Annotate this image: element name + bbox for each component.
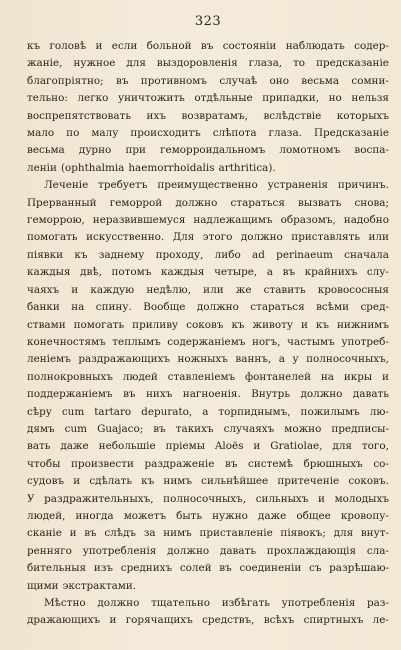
text-line: У раздражительныхъ, полносочныхъ, сильныхъ и молодыхъ xyxy=(27,492,389,505)
text-line: піявки къ заднему проходу, либо ad perinaeum сначала xyxy=(27,248,389,261)
text-line: бительныя изъ среднихъ солей въ соединеніи съ разрѣшаю- xyxy=(27,562,389,575)
text-line: воспрепятствовать ихъ возвратамъ, вслѣдствіе которыхъ xyxy=(27,109,389,122)
text-line: щими экстрактами. xyxy=(27,579,137,592)
text-line: полнокровныхъ людей ставленіемъ фонтанелей на икры и xyxy=(27,370,389,383)
text-line: жаніе, нужное для выздоровленія глаза, то предсказаніе xyxy=(27,57,389,70)
text-line: банки на спину. Вообще должно стараться всѣми сред- xyxy=(27,301,389,314)
text-line: судовъ и сдѣлать къ нимъ сильнѣйшее притеченіе соковъ. xyxy=(27,475,389,488)
text-line: мало по малу происходитъ слѣпота глаза. Предсказаніе xyxy=(27,127,389,140)
text-line: Леченіе требуетъ преимущественно устраненія причинъ. xyxy=(44,179,389,192)
text-line: геморрою, неразвившемуся надлежащимъ образомъ, надобно xyxy=(27,214,389,227)
text-line: леніемъ раздражающихъ ножныхъ ваннъ, а у полносочныхъ, xyxy=(27,353,389,366)
text-line: поддержаніемъ въ нихъ нагноенія. Внутрь должно давать xyxy=(27,388,389,401)
text-line: сканіе и въ слѣдъ за нимъ приставленіе піявокъ; для внут- xyxy=(27,527,389,540)
text-line: каждыя двѣ, потомъ каждыя четыре, а въ крайнихъ слу- xyxy=(27,266,389,279)
text-line: тельно: легко уничтожить отдѣльные припадки, но нельзя xyxy=(27,92,389,105)
text-line: ренняго употребленія должно давать прохлаждающія сла- xyxy=(27,544,389,557)
page-number: 323 xyxy=(194,14,222,29)
text-line: чаяхъ и каждую недѣлю, или же ставить кровососныя xyxy=(27,283,389,296)
text-line: къ головѣ и если больной въ состояніи наблюдать содер- xyxy=(27,40,389,52)
text-line: дражающихъ и горячащихъ средствъ, всѣхъ спиртныхъ ле- xyxy=(27,614,389,627)
text-line: чтобы произвести раздраженіе въ системѣ брюшныхъ со- xyxy=(27,457,389,470)
text-line: благопріятно; въ противномъ случаѣ оно весьма сомни- xyxy=(27,74,389,87)
text-line: Мѣстно должно тщательно избѣгать употребленія раз- xyxy=(44,597,389,609)
text-line: ствами помогать приливу соковъ къ животу и къ нижнимъ xyxy=(27,318,389,331)
text-line: дямъ cum Guajaco; въ такихъ случаяхъ можно предписы- xyxy=(27,422,389,435)
text-line: весьма дурно при геморроидальномъ ломотномъ воспа- xyxy=(27,144,389,157)
text-line: сѣру cum tartaro depurato, а торпиднымъ, пожилымъ лю- xyxy=(27,405,389,418)
text-line: людей, иногда можетъ быть нужно даже общее кровопу- xyxy=(27,509,389,522)
text-line: леніи (ophthalmia haemorrhoidalis arthritica). xyxy=(27,161,276,174)
text-line: вать даже небольшіе пріемы Aloës и Gratiolae, для того, xyxy=(27,440,389,453)
text-line: конечностямъ теплымъ содержаніемъ ногъ, частымъ употреб- xyxy=(27,335,389,348)
body-text xyxy=(27,38,389,630)
text-line: Прерванный геморрой должно стараться вызвать снова; xyxy=(27,196,389,209)
text-line: помогать искусственно. Для этого должно приставлять или xyxy=(27,231,389,244)
